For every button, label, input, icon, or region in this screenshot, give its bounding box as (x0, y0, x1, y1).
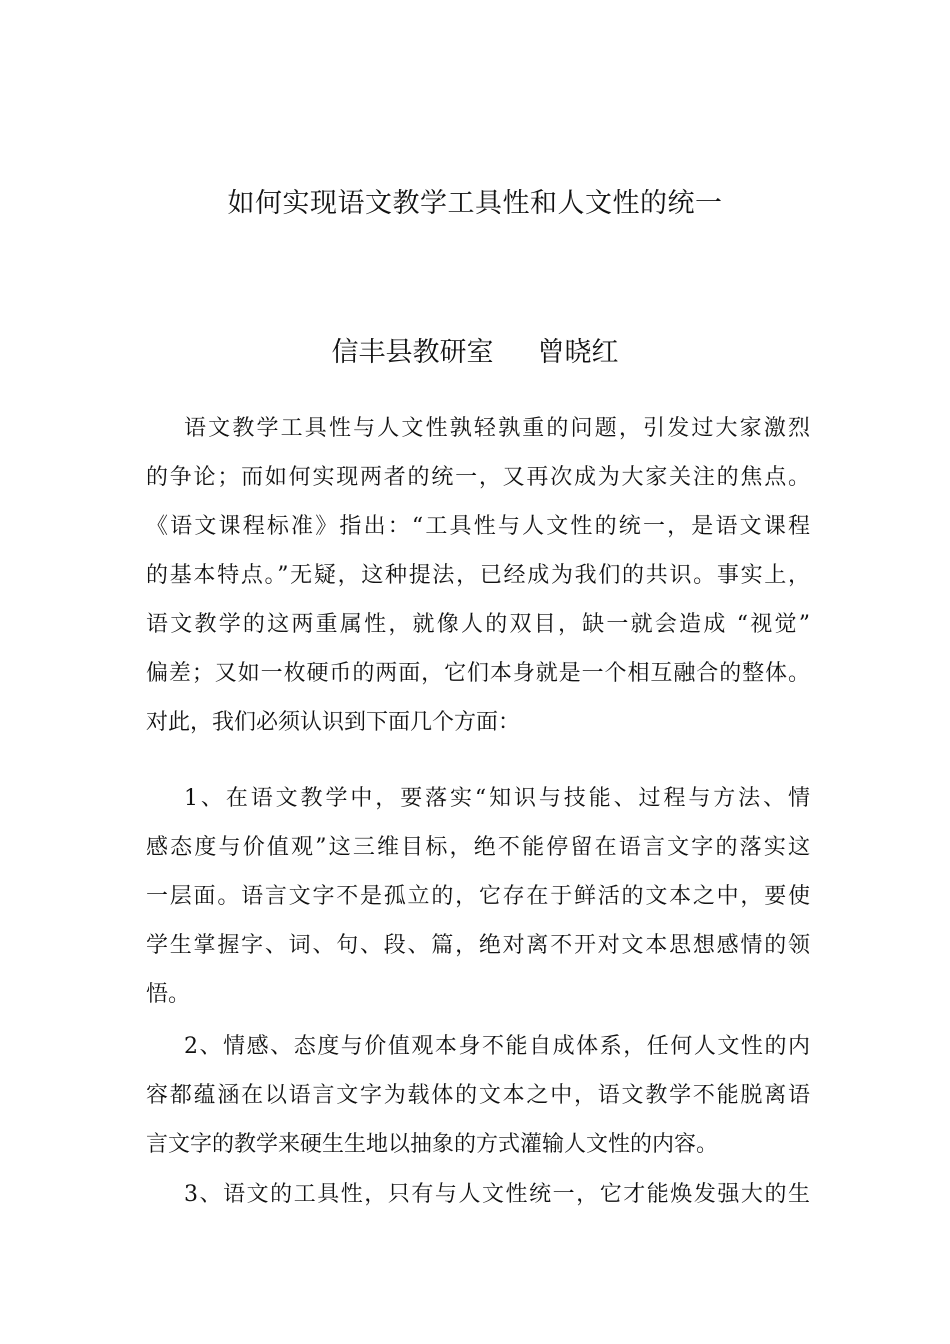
paragraph-line: 的争论；而如何实现两者的统一，又再次成为大家关注的焦点。 (146, 465, 810, 490)
paragraph-line: 容都蕴涵在以语言文字为载体的文本之中，语文教学不能脱离语 (146, 1083, 810, 1108)
paragraph-line: 悟。 (146, 982, 191, 1007)
paragraph-line: 学生掌握字、词、句、段、篇，绝对离不开对文本思想感情的领 (146, 933, 810, 958)
paragraph-line: 2、情感、态度与价值观本身不能自成体系，任何人文性的内 (184, 1034, 810, 1059)
document-title: 如何实现语文教学工具性和人文性的统一 (227, 188, 723, 219)
paragraph-line: 一层面。语言文字不是孤立的，它存在于鲜活的文本之中，要使 (146, 884, 810, 909)
author-name: 曾晓红 (537, 337, 619, 368)
paragraph-line: 的基本特点。”无疑，这种提法，已经成为我们的共识。事实上， (146, 563, 810, 588)
paragraph-line: 3、语文的工具性，只有与人文性统一，它才能焕发强大的生 (184, 1182, 810, 1207)
paragraph-line: 1、在语文教学中，要落实“知识与技能、过程与方法、情 (184, 786, 810, 811)
paragraph-line: 《语文课程标准》指出：“工具性与人文性的统一，是语文课程 (146, 514, 810, 539)
author-organization: 信丰县教研室 (331, 337, 494, 368)
paragraph-line: 语文教学工具性与人文性孰轻孰重的问题，引发过大家激烈 (184, 416, 810, 441)
paragraph-line: 言文字的教学来硬生生地以抽象的方式灌输人文性的内容。 (146, 1132, 719, 1157)
paragraph-line: 偏差；又如一枚硬币的两面，它们本身就是一个相互融合的整体。 (146, 661, 810, 686)
paragraph-line: 对此，我们必须认识到下面几个方面： (146, 710, 521, 735)
paragraph-line: 语文教学的这两重属性，就像人的双目，缺一就会造成 “视觉” (146, 612, 810, 637)
paragraph-line: 感态度与价值观”这三维目标，绝不能停留在语言文字的落实这 (146, 835, 810, 860)
author-byline (0, 335, 950, 371)
